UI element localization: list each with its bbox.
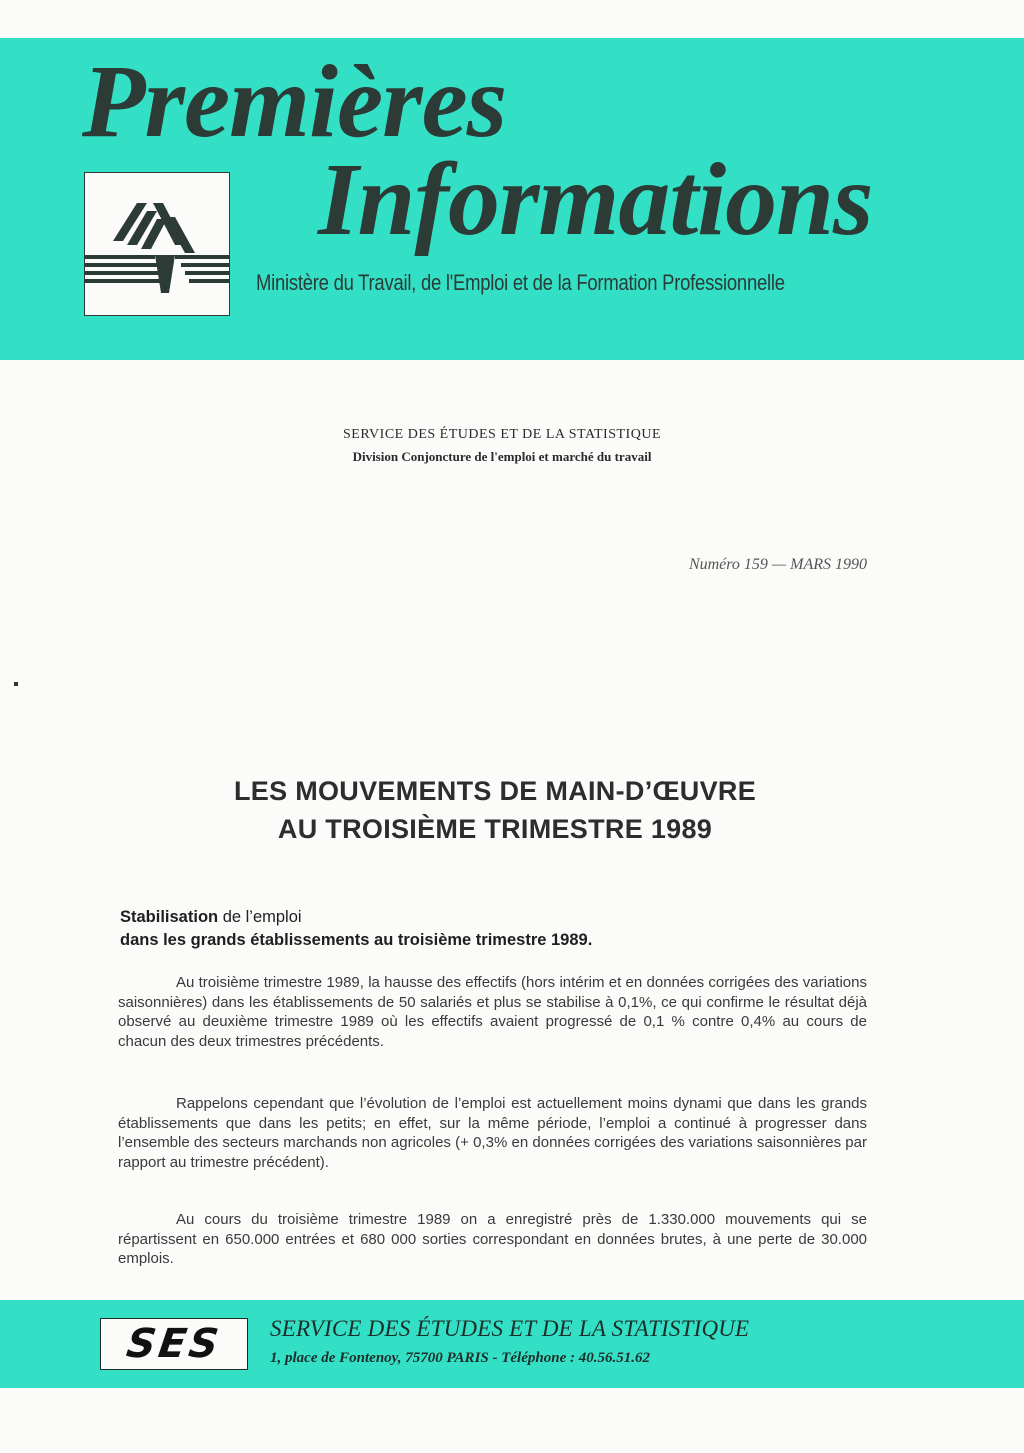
- ministry-logo: [84, 172, 230, 316]
- publication-title-line2: Informations: [318, 142, 873, 257]
- section-heading-bold: Stabilisation: [120, 908, 219, 926]
- section-heading: [120, 906, 880, 952]
- division-name: Division Conjoncture de l'emploi et marché du travail: [352, 449, 652, 464]
- ses-logo: [100, 1318, 248, 1370]
- print-mark: [14, 682, 18, 686]
- article-title-line1: LES MOUVEMENTS DE MAIN-D’ŒUVRE: [233, 776, 757, 806]
- ministry-logo-icon: [85, 173, 229, 315]
- ses-logo-text: SES: [123, 1321, 225, 1367]
- article-title: [0, 772, 990, 848]
- paragraph-1: Au troisième trimestre 1989, la hausse des effectifs (hors intérim et en données corrigées des variations saisonnières) dans les établissements de 50 salariés et plus se stabilise à 0,1%, ce qui confirme le résultat déjà observé au deuxième trimestre 1989 où les effectifs avaient progressé de 0,1 % contre 0,4% au cours de chacun des deux trimestres précédents.: [118, 974, 867, 1050]
- footer-service-title: SERVICE DES ÉTUDES ET DE LA STATISTIQUE: [270, 1316, 750, 1341]
- footer-address: 1, place de Fontenoy, 75700 PARIS - Téléphone : 40.56.51.62: [270, 1350, 650, 1366]
- paragraph-3: Au cours du troisième trimestre 1989 on a enregistré près de 1.330.000 mouvements qui se répartissent en 650.000 entrées et 680 000 sorties correspondant en données brutes, à une perte de 30.000 emplois.: [118, 1211, 867, 1267]
- issue-number: Numéro 159 — MARS 1990: [688, 556, 867, 573]
- section-heading-rest: de l’emploi: [218, 908, 302, 926]
- service-name: SERVICE DES ÉTUDES ET DE LA STATISTIQUE: [343, 427, 661, 442]
- section-heading-line2: dans les grands établissements au troisième trimestre 1989.: [120, 931, 593, 949]
- service-header: [0, 427, 1024, 465]
- ministry-name: Ministère du Travail, de l'Emploi et de la Formation Professionnelle: [256, 270, 785, 295]
- article-title-line2: AU TROISIÈME TRIMESTRE 1989: [277, 814, 713, 844]
- publication-title-line1: Premières: [82, 44, 507, 159]
- paragraph-2: Rappelons cependant que l’évolution de l’emploi est actuellement moins dynami que dans les grands établissements que dans les petits; en effet, sur la même période, l’emploi a continué à progresser dans l’ensemble des secteurs marchands non agricoles (+ 0,3% en données corrigées des variations saisonnières par rapport au trimestre précédent).: [118, 1095, 867, 1171]
